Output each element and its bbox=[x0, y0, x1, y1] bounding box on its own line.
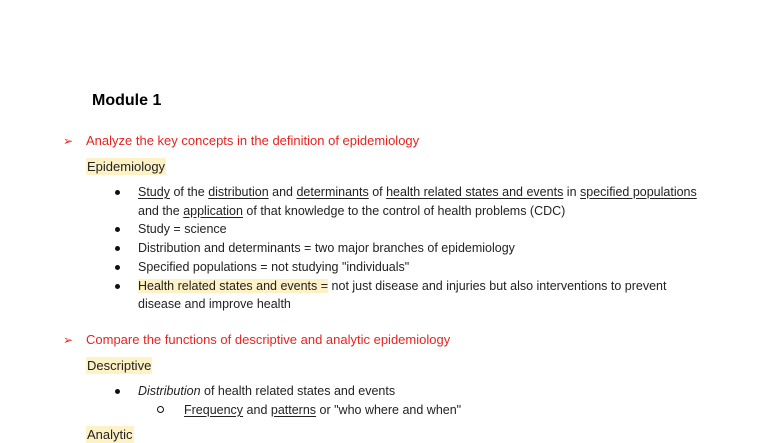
objective-1 bbox=[63, 133, 419, 148]
list-item: Health related states and events = not just disease and injuries but also interventions to prevent disease and improve health bbox=[112, 277, 712, 314]
term-application: application bbox=[183, 203, 243, 218]
list-item: Study of the distribution and determinants of health related states and events in specified populations and the application of that knowledge to the control of health problems (CDC) bbox=[112, 183, 712, 220]
list-item: Distribution of health related states and events bbox=[112, 382, 712, 401]
hollow-bullet-icon bbox=[157, 406, 164, 413]
term-frequency: Frequency bbox=[184, 403, 244, 417]
bullet-list-1 bbox=[112, 183, 712, 314]
arrow-bullet-icon: ➢ bbox=[63, 333, 74, 347]
term-distribution: distribution bbox=[208, 185, 269, 199]
subheading-descriptive: Descriptive bbox=[87, 358, 152, 373]
sub-list-item: Frequency and patterns or "who where and when" bbox=[160, 401, 461, 419]
term-distribution-italic: Distribution bbox=[138, 384, 201, 398]
term-patterns: patterns bbox=[270, 403, 317, 417]
list-item: Specified populations = not studying "individuals" bbox=[112, 258, 712, 277]
subheading-analytic: Analytic bbox=[87, 427, 133, 442]
objective-2 bbox=[63, 332, 450, 347]
term-health-related: health related states and events bbox=[386, 185, 564, 199]
term-specified-populations: specified populations bbox=[580, 185, 697, 199]
bullet-list-2 bbox=[112, 382, 712, 401]
bullet-dot-icon bbox=[115, 227, 120, 232]
list-item: Distribution and determinants = two major branches of epidemiology bbox=[112, 239, 712, 258]
arrow-bullet-icon: ➢ bbox=[63, 134, 74, 148]
subheading-epidemiology: Epidemiology bbox=[87, 159, 166, 174]
term-study: Study bbox=[138, 185, 170, 199]
bullet-dot-icon bbox=[115, 246, 120, 251]
bullet-dot-icon bbox=[115, 265, 120, 270]
objective-1-text: Analyze the key concepts in the definition of epidemiology bbox=[86, 133, 420, 148]
objective-2-text: Compare the functions of descriptive and analytic epidemiology bbox=[86, 332, 451, 347]
term-determinants: determinants bbox=[296, 185, 369, 199]
bullet-dot-icon bbox=[115, 190, 120, 195]
page-title: Module 1 bbox=[92, 92, 162, 109]
bullet-dot-icon bbox=[115, 389, 120, 394]
highlighted-term: Health related states and events = bbox=[138, 278, 329, 293]
bullet-dot-icon bbox=[115, 284, 120, 289]
list-item: Study = science bbox=[112, 220, 712, 239]
